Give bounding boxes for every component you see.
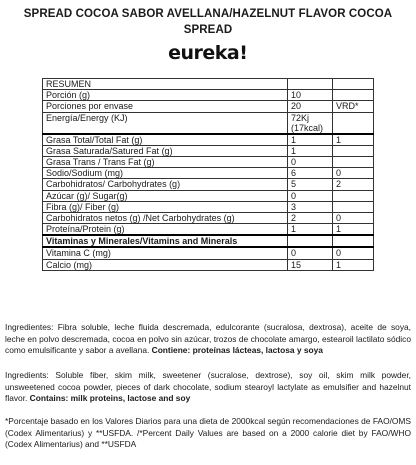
footnote-text: *Porcentaje basado en los Valores Diarios para una dieta de 2000kcal según recomendaciones de FAO/OMS (Codex Alimentarius) y **USFDA. /*Percent Daily Values are based on a 2000 calorie diet by FAO/WHO (Codex Alimentarius) and **USFDA (5, 416, 411, 450)
row-value: 0 (288, 156, 333, 167)
row-value (288, 112, 333, 134)
product-title-line1: SPREAD COCOA SABOR AVELLANA/HAZELNUT FLAVOR COCOA (23, 8, 393, 20)
table-heading: RESUMEN (43, 79, 288, 90)
table-cell (288, 79, 333, 90)
row-label: Porción (g) (43, 90, 288, 101)
vitamins-heading-row (43, 235, 374, 247)
row-label: Grasa Trans / Trans Fat (g) (43, 156, 288, 167)
row-dv (333, 145, 374, 156)
table-row (43, 112, 374, 134)
row-label: Energía/Energy (KJ) (43, 112, 288, 134)
row-value: 0 (288, 247, 333, 259)
vitamins-heading: Vitaminas y Minerales/Vitamins and Minerals (43, 235, 288, 247)
row-dv (333, 90, 374, 101)
allergens-spanish: Contiene: proteínas lácteas, lactosa y soya (151, 345, 323, 356)
table-cell (333, 235, 374, 247)
row-label: Carbohidratos/ Carbohydrates (g) (43, 179, 288, 190)
brand-logo-mark: ! (239, 42, 248, 64)
table-row (43, 90, 374, 101)
brand-logo-text: eureka (168, 42, 240, 64)
row-dv: VRD* (333, 101, 374, 112)
table-row (43, 168, 374, 179)
ingredients-english (5, 370, 411, 405)
row-label: Grasa Total/Total Fat (g) (43, 134, 288, 146)
row-dv: 0 (333, 247, 374, 259)
table-row (43, 156, 374, 167)
table-row (43, 101, 374, 112)
row-dv: 1 (333, 259, 374, 270)
row-label: Fibra (g)/ Fiber (g) (43, 201, 288, 212)
table-row (43, 201, 374, 212)
row-value: 2 (288, 212, 333, 223)
row-value: 1 (288, 134, 333, 146)
table-row (43, 190, 374, 201)
row-label: Porciones por envase (43, 101, 288, 112)
table-row (43, 247, 374, 259)
row-dv: 2 (333, 179, 374, 190)
table-cell (333, 79, 374, 90)
row-dv: 0 (333, 212, 374, 223)
brand-logo (0, 42, 416, 64)
row-dv (333, 112, 374, 134)
row-label: Vitamina C (mg) (43, 247, 288, 259)
table-row (43, 145, 374, 156)
row-value: 0 (288, 190, 333, 201)
row-dv: 0 (333, 168, 374, 179)
row-value: 3 (288, 201, 333, 212)
row-value: 1 (288, 224, 333, 236)
row-value: 1 (288, 145, 333, 156)
allergens-english: Contains: milk proteins, lactose and soy (29, 393, 191, 404)
row-label: Proteína/Protein (g) (43, 224, 288, 236)
row-dv: 1 (333, 134, 374, 146)
table-row (43, 179, 374, 190)
row-label: Azúcar (g)/ Sugar(g) (43, 190, 288, 201)
row-dv (333, 190, 374, 201)
row-value: 15 (288, 259, 333, 270)
daily-values-footnote (5, 416, 411, 451)
table-row (43, 224, 374, 236)
table-heading-row (43, 79, 374, 90)
row-dv: 1 (333, 224, 374, 236)
row-value: 20 (288, 101, 333, 112)
ingredients-spanish (5, 322, 411, 357)
table-row (43, 259, 374, 270)
row-value: 10 (288, 90, 333, 101)
row-label: Calcio (mg) (43, 259, 288, 270)
table-cell (288, 235, 333, 247)
nutrition-table (42, 78, 374, 271)
row-dv (333, 201, 374, 212)
row-dv (333, 156, 374, 167)
row-label: Grasa Saturada/Satured Fat (g) (43, 145, 288, 156)
product-title-line2: SPREAD (183, 24, 233, 36)
row-value: 6 (288, 168, 333, 179)
table-row (43, 212, 374, 223)
table-row (43, 134, 374, 146)
ingredients-english-text: Ingredients: Soluble fiber, skim milk, sweetener (sucralose, dextrose), soy oil, skim milk powder, unsweetened cocoa powder, pieces of dark chocolate, sodium stearoyl lactylate as emulsifier and hazelnut flavor. (5, 370, 411, 404)
row-label: Carbohidratos netos (g) /Net Carbohydrates (g) (43, 212, 288, 223)
row-value: 5 (288, 179, 333, 190)
energy-value: 72Kj (17kcal) (291, 112, 324, 133)
product-title (0, 6, 416, 38)
ingredients-spanish-text: Ingredientes: Fibra soluble, leche fluida descremada, edulcorante (sucralosa, dextrosa), aceite de soya, leche en polvo descremada, cocoa en polvo sin azúcar, trozos de chocolate amargo, estearoil lactilato sódico como emulsificante y sabor a avellana. (5, 322, 411, 356)
row-label: Sodio/Sodium (mg) (43, 168, 288, 179)
